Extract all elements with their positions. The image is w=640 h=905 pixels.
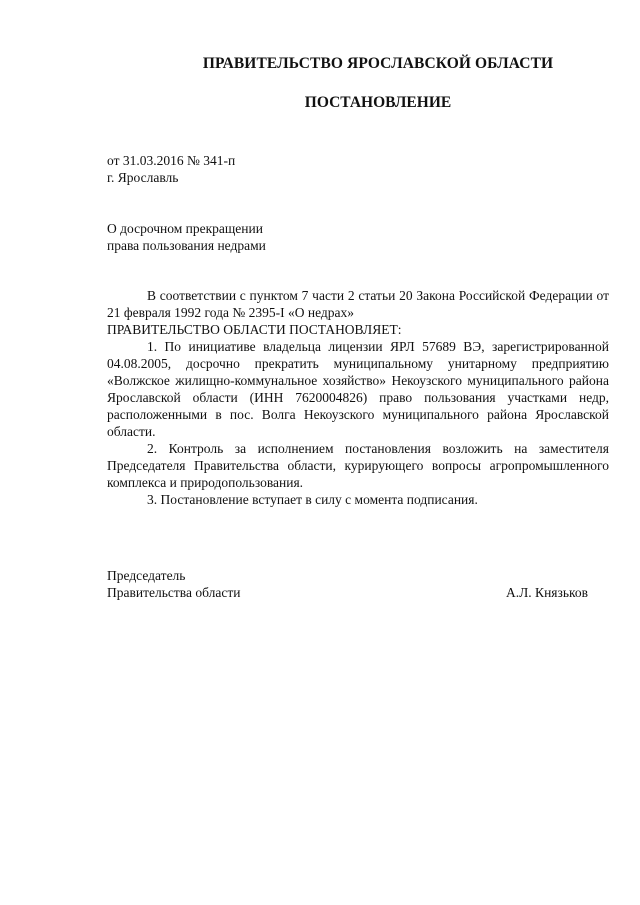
item-paragraph-3: 3. Постановление вступает в силу с момента подписания. (147, 492, 478, 507)
signatory-title-line-2: Правительства области (107, 585, 241, 600)
document-type-title: ПОСТАНОВЛЕНИЕ (304, 94, 452, 111)
document-meta (107, 152, 235, 186)
item-paragraph-1: 1. По инициативе владельца лицензии ЯРЛ 57689 ВЭ, зарегистрированной 04.08.2005, досрочно прекратить муниципальному унитарному предприятию «Волжское жилищно-коммунальное хозяйство» Некоузского муниципального района Ярославской области (ИНН 7620004826) право пользования участками недр, расположенными в пос. Волга Некоузского муниципального района Ярославской области. (107, 339, 609, 439)
item-paragraph-2: 2. Контроль за исполнением постановления возложить на заместителя Председателя Правительства области, курирующего вопросы агропромышленного комплекса и природопользования. (107, 441, 609, 490)
date-number: от 31.03.2016 № 341-п (107, 153, 236, 168)
signatory-name: А.Л. Князьков (506, 585, 588, 600)
document-body (107, 287, 609, 508)
organization-title: ПРАВИТЕЛЬСТВО ЯРОСЛАВСКОЙ ОБЛАСТИ (202, 55, 554, 72)
signatory-title (107, 567, 240, 601)
subject-line-2: права пользования недрами (107, 238, 266, 253)
resolves-line: ПРАВИТЕЛЬСТВО ОБЛАСТИ ПОСТАНОВЛЯЕТ: (107, 322, 402, 337)
document-subject (107, 220, 266, 254)
preamble-paragraph: В соответствии с пунктом 7 части 2 статьи 20 Закона Российской Федерации от 21 февраля 1992 года № 2395-I «О недрах» (107, 288, 609, 320)
signatory-title-line-1: Председатель (107, 568, 186, 583)
city: г. Ярославль (107, 170, 179, 185)
subject-line-1: О досрочном прекращении (107, 221, 263, 236)
